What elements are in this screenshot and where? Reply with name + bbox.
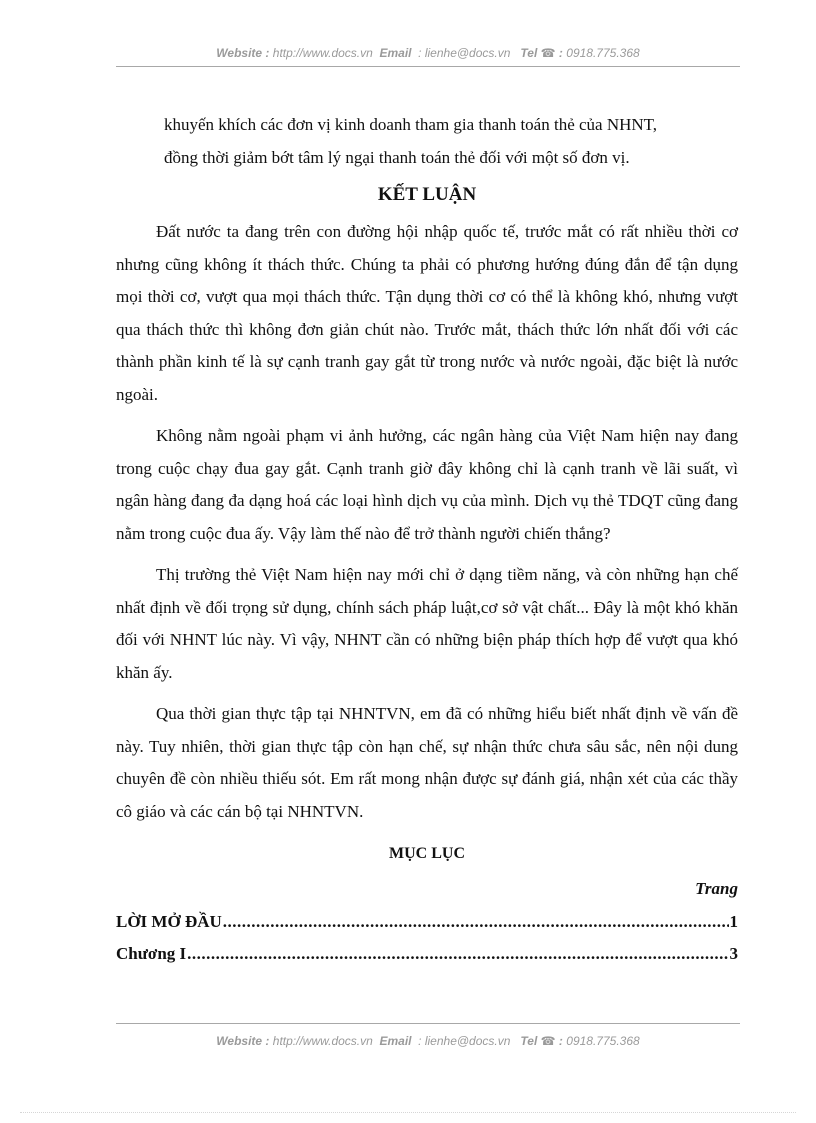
conclusion-paragraph-1: Đất nước ta đang trên con đường hội nhập quốc tế, trước mắt có rất nhiều thời cơ nhưng cũng không ít thách thức. Chúng ta phải có phương hướng đúng đắn để tận dụng mọi thời cơ, vượt qua mọi thách thức. Tận dụng thời cơ có thể là không khó, nhưng vượt qua thách thức thì không đơn giản chút nào. Trước mắt, thách thức lớn nhất đối với các thành phần kinh tế là sự cạnh tranh gay gắt từ trong nước và nước ngoài, đặc biệt là nước ngoài. [116, 222, 738, 404]
intro-line-2: đồng thời giảm bớt tâm lý ngại thanh toán thẻ đối với một số đơn vị. [164, 147, 630, 167]
toc-entry-label: LỜI MỞ ĐẦU [116, 912, 222, 931]
page-header [116, 46, 740, 60]
conclusion-paragraph-2: Không nằm ngoài phạm vi ảnh hưởng, các ngân hàng của Việt Nam hiện nay đang trong cuộc chạy đua gay gắt. Cạnh tranh giờ đây không chỉ là cạnh tranh về lãi suất, vì ngân hàng đang đa dạng hoá các loại hình dịch vụ của mình. Dịch vụ thẻ TDQT cũng đang nằm trong cuộc đua ấy. Vậy làm thế nào để trở thành người chiến thắng? [116, 426, 738, 543]
footer-divider [116, 1023, 740, 1024]
toc-leader-dots [187, 938, 728, 970]
toc-entry-page: 1 [729, 912, 738, 931]
tel-label: Tel ☎ : [520, 46, 563, 60]
toc-entry-label: Chương I [116, 944, 187, 963]
website-label: Website : [216, 46, 270, 60]
page-footer [116, 1034, 740, 1048]
email-value[interactable]: : lienhe@docs.vn [418, 1034, 511, 1048]
website-label: Website : [216, 1034, 270, 1048]
toc-heading: MỤC LỤC [389, 845, 465, 862]
website-url[interactable]: http://www.docs.vn [272, 46, 373, 60]
toc-entry[interactable] [116, 906, 738, 938]
toc-page-label: Trang [695, 879, 738, 898]
header-divider [116, 66, 740, 67]
website-url[interactable]: http://www.docs.vn [272, 1034, 373, 1048]
conclusion-paragraph-3: Thị trường thẻ Việt Nam hiện nay mới chỉ ở dạng tiềm năng, và còn những hạn chế nhất định về đối trọng sử dụng, chính sách pháp luật,cơ sở vật chất... Đây là một khó khăn đối với NHNT lúc này. Vì vậy, NHNT cần có những biện pháp thích hợp để vượt qua khó khăn ấy. [116, 565, 738, 682]
email-label: Email [379, 46, 412, 60]
toc-entry-page: 3 [729, 944, 738, 963]
email-value[interactable]: : lienhe@docs.vn [418, 46, 511, 60]
conclusion-heading: KẾT LUẬN [377, 184, 477, 205]
email-label: Email [379, 1034, 412, 1048]
toc-leader-dots [223, 906, 729, 938]
page-edge-dots [20, 1112, 796, 1113]
tel-label: Tel ☎ : [520, 1034, 563, 1048]
conclusion-paragraph-4: Qua thời gian thực tập tại NHNTVN, em đã có những hiểu biết nhất định về vấn đề này. Tuy nhiên, thời gian thực tập còn hạn chế, sự nhận thức chưa sâu sắc, nên nội dung chuyên đề còn nhiều thiếu sót. Em rất mong nhận được sự đánh giá, nhận xét của các thầy cô giáo và các cán bộ tại NHNTVN. [116, 704, 738, 821]
intro-line-1: khuyến khích các đơn vị kinh doanh tham gia thanh toán thẻ của NHNT, [164, 115, 658, 134]
page-body [116, 109, 738, 970]
tel-value: 0918.775.368 [566, 46, 640, 60]
tel-value: 0918.775.368 [566, 1034, 640, 1048]
toc-entry[interactable] [116, 938, 738, 970]
